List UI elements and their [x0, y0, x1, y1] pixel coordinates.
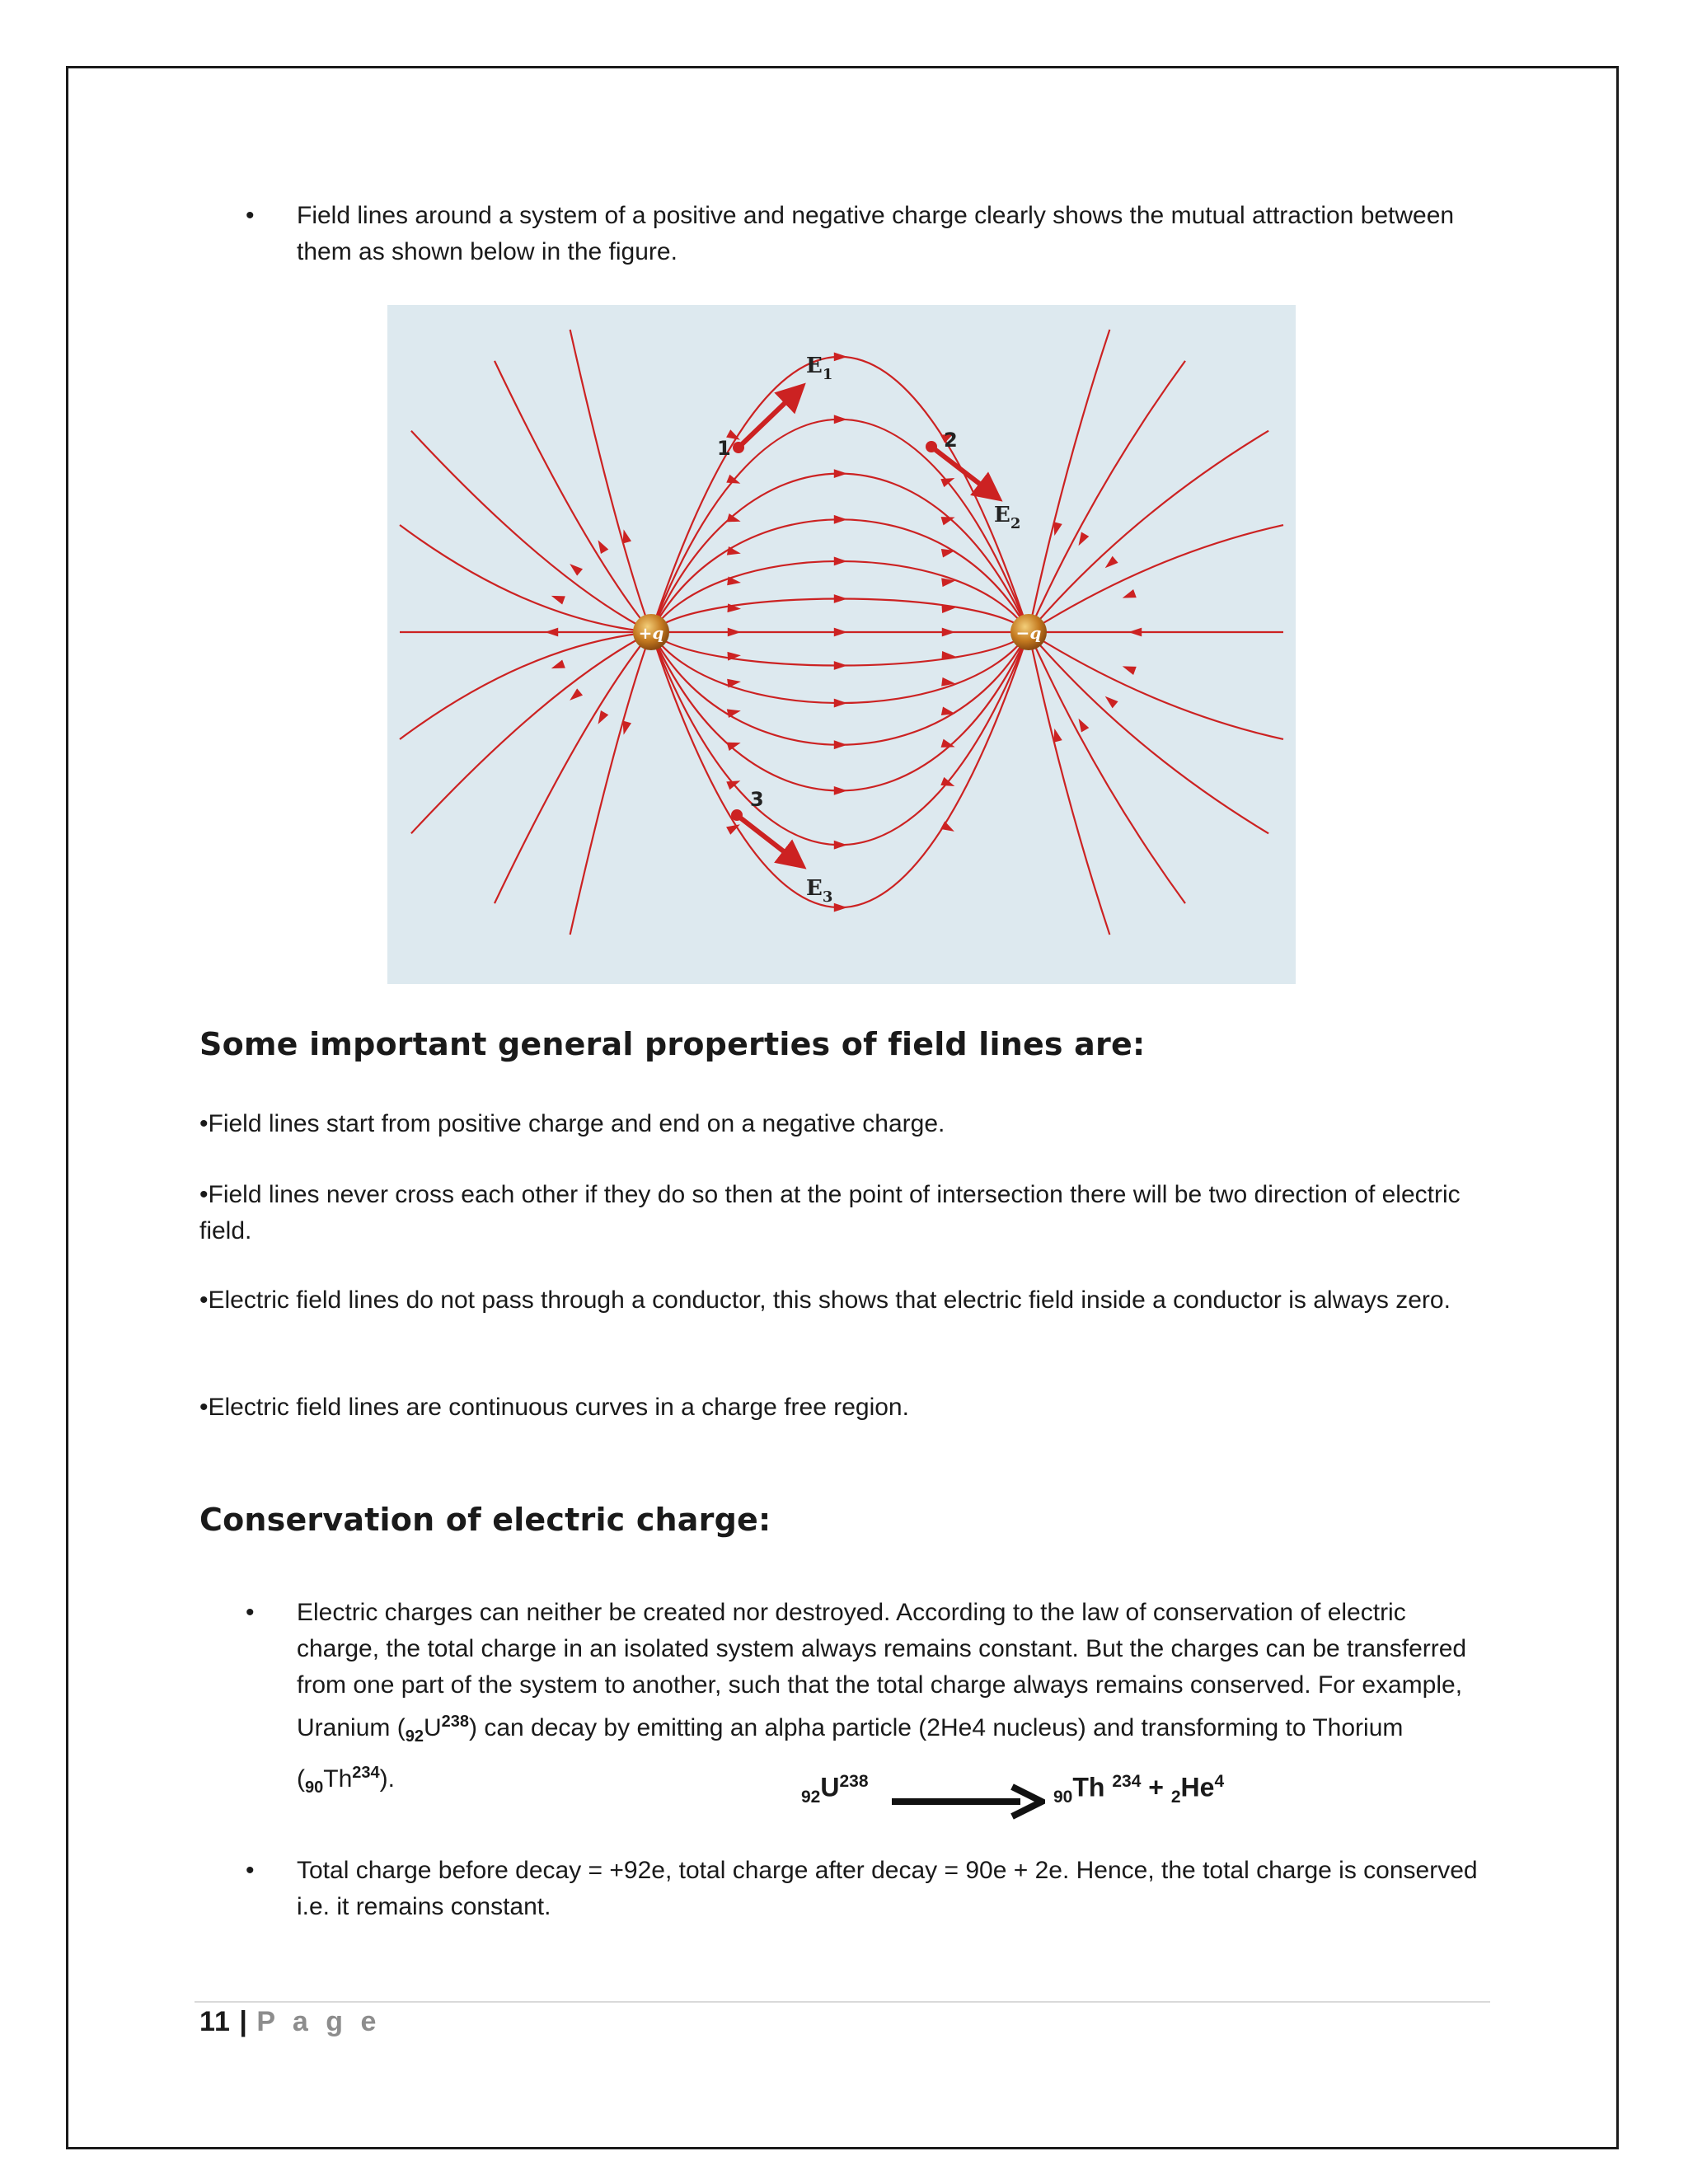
decay-equation-rhs: $_{90}$Th $^{234} + _2He^4$ — [1053, 1772, 1225, 1807]
field-line — [1029, 431, 1268, 632]
point-3-label: 3 — [750, 788, 764, 811]
field-line — [651, 599, 1029, 633]
field-arrowhead — [598, 710, 609, 724]
field-arrowhead — [1105, 556, 1118, 569]
field-arrowhead — [1123, 666, 1137, 675]
field-line — [1029, 632, 1268, 833]
field-arrowhead — [570, 688, 583, 701]
field-line — [1029, 632, 1185, 903]
field-line — [651, 519, 1029, 632]
intro-bullet-text: Field lines around a system of a positive and negative charge clearly shows the mutual attraction between them as shown below in the figure. — [297, 202, 1455, 265]
field-arrowhead — [834, 515, 847, 524]
field-arrowhead — [834, 841, 847, 850]
field-arrowhead — [1105, 696, 1118, 709]
field-arrowhead — [551, 660, 565, 669]
field-line — [651, 632, 1029, 666]
field-arrowhead — [570, 564, 583, 576]
field-lines — [400, 330, 1283, 935]
field-line — [495, 361, 651, 632]
field-arrowhead — [834, 628, 847, 637]
field-arrowhead — [1079, 532, 1090, 546]
field-arrowhead — [834, 352, 847, 361]
vector-e3-arrow — [737, 815, 799, 864]
dipole-field-figure — [387, 305, 1296, 984]
field-arrowhead — [545, 628, 558, 637]
field-arrowhead — [834, 661, 847, 670]
page-label: P a g e — [256, 2006, 382, 2037]
field-arrowhead — [942, 628, 955, 637]
field-line — [651, 474, 1029, 632]
field-arrowhead — [834, 557, 847, 566]
field-arrowhead — [940, 478, 954, 487]
field-line — [1029, 525, 1283, 632]
footer-divider — [195, 2001, 1490, 2003]
field-arrowhead — [834, 740, 847, 749]
field-line — [570, 330, 651, 632]
property-item: •Field lines never cross each other if they do so then at the point of intersection there will be two direction of electric field. — [199, 1181, 1461, 1244]
vector-e2-label: $E_2$ — [994, 503, 1021, 532]
point-1-dot — [733, 442, 744, 453]
vector-e1-arrow — [738, 389, 799, 448]
field-arrowhead — [551, 596, 565, 605]
point-2-dot — [926, 441, 937, 452]
field-line — [570, 632, 651, 935]
field-arrowhead — [727, 679, 741, 688]
property-item: •Electric field lines do not pass through a conductor, this shows that electric field inside a conductor is always zero. — [199, 1286, 1451, 1314]
field-line — [651, 632, 1029, 745]
vector-e2-arrow — [931, 447, 996, 496]
bullet-dot: • — [246, 1857, 255, 1884]
field-arrowhead — [1123, 589, 1137, 598]
page-footer — [199, 2006, 381, 2038]
field-line — [1029, 632, 1283, 739]
point-3-dot — [731, 809, 743, 821]
field-arrowhead — [834, 594, 847, 603]
field-arrowhead — [834, 415, 847, 424]
bullet-dot: • — [246, 1599, 255, 1626]
negative-charge-label: −q — [1015, 623, 1042, 643]
footer-separator: | — [239, 2006, 248, 2037]
field-arrowhead — [623, 721, 631, 735]
field-arrowhead — [834, 469, 847, 478]
property-item: •Field lines start from positive charge and end on a negative charge. — [199, 1110, 945, 1137]
field-line — [651, 632, 1029, 790]
vector-e3-label: $E_3$ — [806, 876, 833, 906]
decay-arrow-icon — [889, 1783, 1045, 1820]
field-arrowhead — [940, 821, 954, 831]
field-arrowhead — [727, 546, 741, 555]
field-arrowhead — [727, 709, 741, 718]
field-arrowhead — [1079, 719, 1090, 733]
properties-heading: Some important general properties of field lines are: — [199, 1026, 1146, 1062]
field-arrowhead — [1053, 522, 1062, 536]
point-2-label: 2 — [944, 429, 958, 452]
field-arrowhead — [728, 628, 741, 637]
decay-equation-lhs: $_{92}U^{238}$ — [801, 1772, 869, 1807]
conservation-heading: Conservation of electric charge: — [199, 1502, 771, 1538]
field-arrowhead — [834, 903, 847, 912]
field-arrowhead — [834, 699, 847, 708]
field-line — [1029, 361, 1185, 632]
field-arrowhead — [1128, 628, 1142, 637]
page-number: 11 — [199, 2006, 231, 2037]
positive-charge-label: +q — [638, 623, 664, 643]
field-arrowhead — [727, 577, 741, 586]
field-line — [495, 632, 651, 903]
vector-e1-label: $E_1$ — [806, 354, 833, 383]
point-1-label: 1 — [717, 437, 731, 460]
field-arrowhead — [940, 777, 954, 786]
bullet-dot: • — [246, 202, 255, 229]
field-arrowhead — [598, 540, 609, 554]
property-item: •Electric field lines are continuous curves in a charge free region. — [199, 1394, 909, 1421]
total-charge-bullet-text: Total charge before decay = +92e, total charge after decay = 90e + 2e. Hence, the total charge is conserved i.e. it remains constant. — [297, 1857, 1478, 1920]
conservation-bullet-text: Electric charges can neither be created nor destroyed. According to the law of conservation of electric charge, the total charge in an isolated system always remains constant. But the charges can be transferred from one part of the system to another, such that the total charge always remains conserved. For example, Uranium $(_{92}U^{238})$ can decay by emitting an alpha particle (2He4 nucleus) and transforming to Thorium $(_{90}Th^{234})$. — [297, 1599, 1467, 1797]
field-arrowhead — [623, 529, 631, 543]
field-line — [651, 357, 1029, 632]
field-arrowhead — [1053, 729, 1062, 743]
field-lines-diagram — [387, 305, 1296, 984]
field-line — [651, 632, 1029, 907]
field-arrowhead — [834, 786, 847, 795]
